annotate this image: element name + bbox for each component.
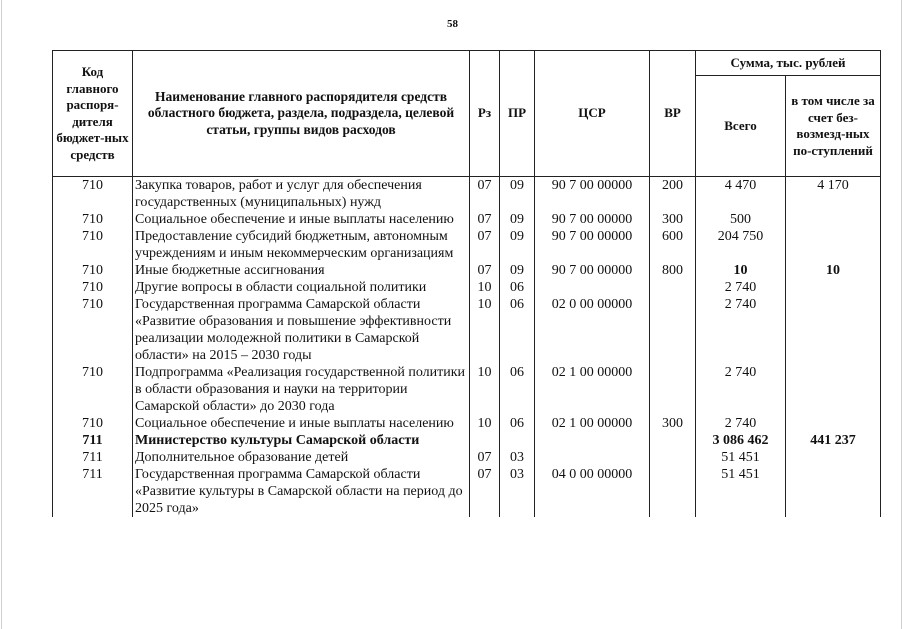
cell-pr [500,432,535,449]
table-row [53,432,881,449]
cell-code: 710 [53,177,133,212]
scan-edge-left [1,0,2,629]
cell-vr [650,466,696,517]
table-row [53,296,881,364]
header-rz: Рз [470,51,500,177]
cell-code: 710 [53,279,133,296]
cell-vr: 600 [650,228,696,262]
table-row [53,177,881,212]
cell-total: 500 [696,211,786,228]
cell-pr: 06 [500,296,535,364]
cell-total: 3 086 462 [696,432,786,449]
cell-code: 710 [53,228,133,262]
cell-rz: 07 [470,177,500,212]
cell-rz: 10 [470,415,500,432]
cell-name: Закупка товаров, работ и услуг для обеспечения государственных (муниципальных) нужд [133,177,470,212]
header-vr: ВР [650,51,696,177]
cell-vr [650,364,696,415]
cell-csr: 90 7 00 00000 [535,211,650,228]
cell-name: Социальное обеспечение и иные выплаты населению [133,211,470,228]
cell-code: 711 [53,432,133,449]
cell-name: Предоставление субсидий бюджетным, автономным учреждениям и иным некоммерческим организациям [133,228,470,262]
header-sum-group: Сумма, тыс. рублей [696,51,881,76]
cell-name: Министерство культуры Самарской области [133,432,470,449]
cell-incl [786,364,881,415]
cell-code: 710 [53,415,133,432]
cell-vr [650,296,696,364]
cell-csr [535,449,650,466]
budget-table [52,50,881,517]
cell-pr: 09 [500,262,535,279]
cell-rz [470,432,500,449]
cell-code: 710 [53,296,133,364]
cell-csr: 02 0 00 00000 [535,296,650,364]
cell-code: 711 [53,466,133,517]
cell-rz: 10 [470,296,500,364]
cell-incl: 10 [786,262,881,279]
cell-rz: 07 [470,449,500,466]
cell-total: 10 [696,262,786,279]
table-row [53,228,881,262]
cell-rz: 07 [470,262,500,279]
cell-incl [786,228,881,262]
cell-name: Дополнительное образование детей [133,449,470,466]
cell-incl [786,279,881,296]
cell-vr [650,279,696,296]
cell-csr: 04 0 00 00000 [535,466,650,517]
cell-total: 4 470 [696,177,786,212]
cell-total: 2 740 [696,415,786,432]
cell-vr [650,432,696,449]
cell-incl [786,415,881,432]
cell-csr: 90 7 00 00000 [535,228,650,262]
cell-pr: 09 [500,211,535,228]
cell-rz: 10 [470,279,500,296]
cell-pr: 09 [500,177,535,212]
table-row [53,211,881,228]
table-row [53,449,881,466]
cell-pr: 09 [500,228,535,262]
cell-incl [786,466,881,517]
cell-pr: 03 [500,449,535,466]
cell-csr: 90 7 00 00000 [535,262,650,279]
cell-name: Подпрограмма «Реализация государственной политики в области образования и науки на территории Самарской области» до 2030 года [133,364,470,415]
cell-pr: 06 [500,279,535,296]
cell-name: Государственная программа Самарской области «Развитие культуры в Самарской области на период до 2025 года» [133,466,470,517]
cell-csr: 02 1 00 00000 [535,415,650,432]
cell-csr: 02 1 00 00000 [535,364,650,415]
cell-total: 2 740 [696,279,786,296]
cell-csr: 90 7 00 00000 [535,177,650,212]
cell-vr [650,449,696,466]
cell-csr [535,279,650,296]
cell-incl: 441 237 [786,432,881,449]
table-row [53,279,881,296]
table-row [53,466,881,517]
cell-total: 51 451 [696,449,786,466]
cell-code: 710 [53,262,133,279]
cell-code: 710 [53,364,133,415]
cell-name: Иные бюджетные ассигнования [133,262,470,279]
table-row [53,262,881,279]
table-row [53,415,881,432]
cell-code: 710 [53,211,133,228]
header-csr: ЦСР [535,51,650,177]
cell-total: 204 750 [696,228,786,262]
cell-total: 51 451 [696,466,786,517]
cell-code: 711 [53,449,133,466]
cell-name: Другие вопросы в области социальной политики [133,279,470,296]
cell-rz: 07 [470,466,500,517]
page-number: 58 [447,18,458,30]
cell-pr: 06 [500,364,535,415]
scan-edge-right [901,0,902,629]
cell-incl [786,211,881,228]
table-row [53,364,881,415]
cell-pr: 03 [500,466,535,517]
cell-rz: 07 [470,228,500,262]
cell-incl: 4 170 [786,177,881,212]
cell-csr [535,432,650,449]
cell-rz: 07 [470,211,500,228]
cell-total: 2 740 [696,296,786,364]
cell-vr: 300 [650,415,696,432]
cell-vr: 300 [650,211,696,228]
cell-incl [786,296,881,364]
cell-vr: 200 [650,177,696,212]
header-row-1 [53,51,881,76]
cell-total: 2 740 [696,364,786,415]
cell-name: Государственная программа Самарской области «Развитие образования и повышение эффективности реализации молодежной политики в Самарской области» на 2015 – 2030 годы [133,296,470,364]
cell-vr: 800 [650,262,696,279]
cell-name: Социальное обеспечение и иные выплаты населению [133,415,470,432]
cell-rz: 10 [470,364,500,415]
header-code: Код главного распоря-дителя бюджет-ных средств [53,51,133,177]
header-pr: ПР [500,51,535,177]
header-total: Всего [696,76,786,177]
header-incl: в том числе за счет без-возмезд-ных по-ступлений [786,76,881,177]
header-name: Наименование главного распорядителя средств областного бюджета, раздела, подраздела, целевой статьи, группы видов расходов [133,51,470,177]
cell-incl [786,449,881,466]
cell-pr: 06 [500,415,535,432]
